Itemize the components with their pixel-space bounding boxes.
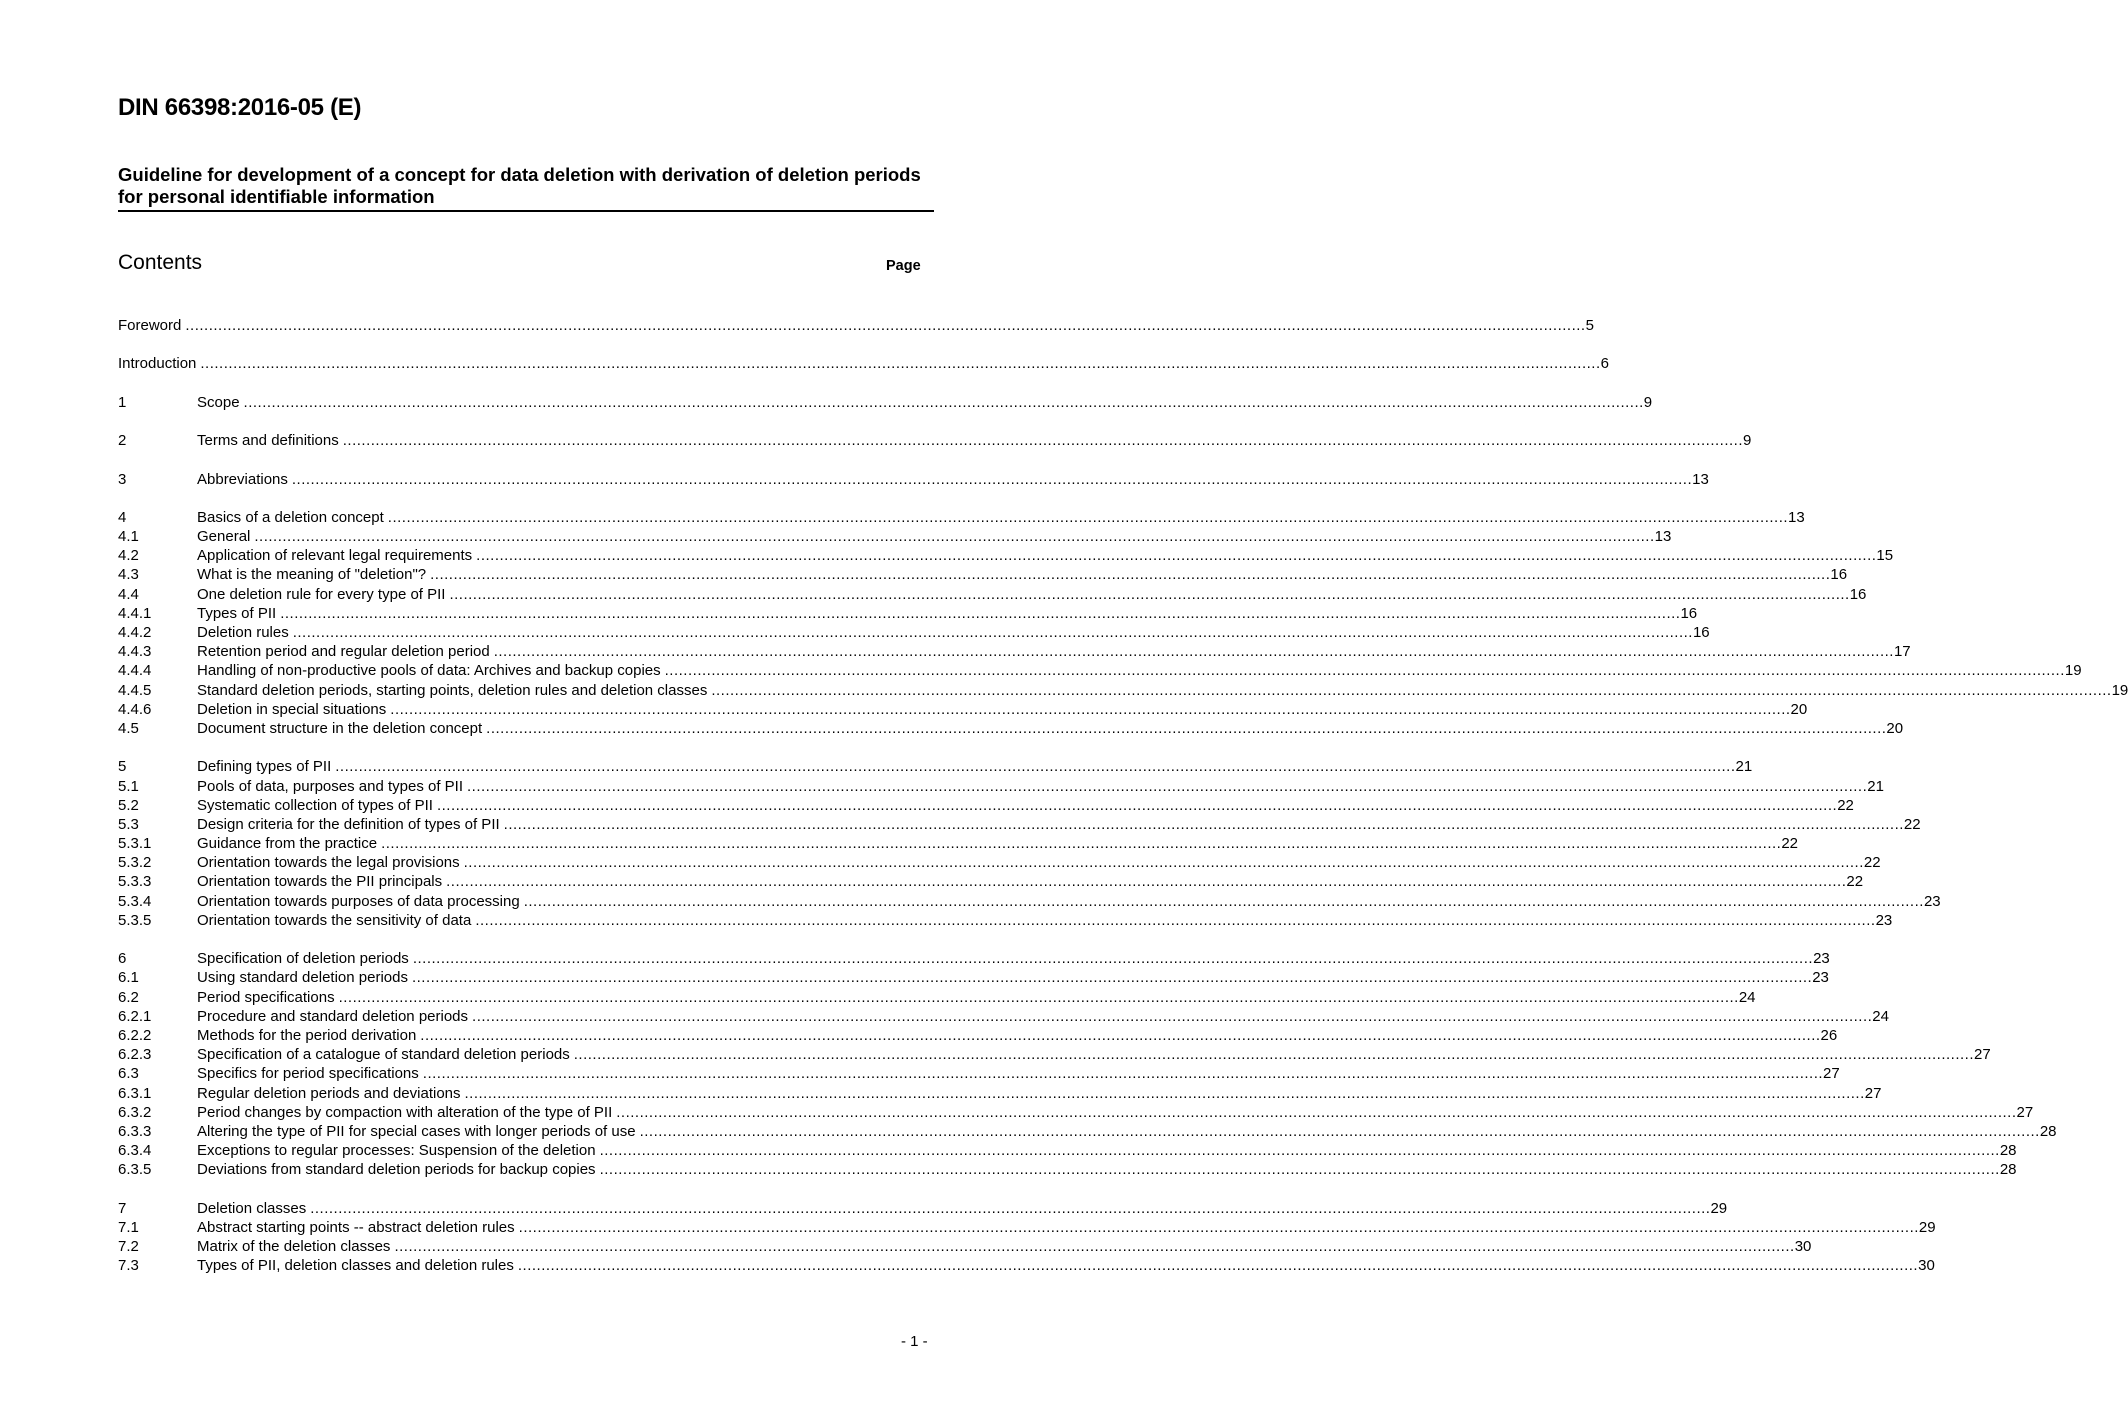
page-number: - 1 - bbox=[901, 1333, 928, 1350]
toc-entry-page: 23 bbox=[1923, 892, 1941, 910]
toc-entry-number: 4.1 bbox=[118, 528, 139, 546]
toc-entry-number: 5.3.3 bbox=[118, 873, 152, 891]
dot-leader: ............................................................................................................................................................................................................................................................................................................ bbox=[464, 1084, 1865, 1102]
dot-leader: ............................................................................................................................................................................................................................................................................................................ bbox=[390, 700, 1791, 718]
toc-entry-title: Exceptions to regular processes: Suspension of the deletion bbox=[197, 1142, 596, 1160]
toc-entry[interactable] bbox=[118, 585, 1867, 604]
toc-entry[interactable] bbox=[118, 393, 1653, 412]
dot-leader: ............................................................................................................................................................................................................................................................................................................ bbox=[639, 1122, 2040, 1140]
toc-entry-number: 6.3.1 bbox=[118, 1084, 152, 1102]
toc-entry-page: 29 bbox=[1710, 1199, 1728, 1217]
toc-entry-title: Deviations from standard deletion periods for backup copies bbox=[197, 1161, 596, 1179]
toc-entry[interactable] bbox=[118, 661, 2082, 680]
toc-entry-title: Defining types of PII bbox=[197, 758, 332, 776]
toc-entry-number: 6.2.1 bbox=[118, 1007, 152, 1025]
toc-entry[interactable] bbox=[118, 1122, 2057, 1141]
toc-entry-title: One deletion rule for every type of PII bbox=[197, 585, 446, 603]
toc-entry-title: Terms and definitions bbox=[197, 432, 339, 450]
toc-entry[interactable] bbox=[118, 565, 1848, 584]
toc-entry-title: Orientation towards the sensitivity of data bbox=[197, 911, 472, 929]
toc-entry-page: 5 bbox=[1585, 317, 1594, 334]
toc-entry[interactable] bbox=[118, 968, 1829, 987]
toc-entry-title: Types of PII, deletion classes and deletion rules bbox=[197, 1257, 514, 1275]
toc-entry-page: 13 bbox=[1654, 528, 1672, 546]
document-title: DIN 66398:2016-05 (E) bbox=[118, 94, 362, 121]
toc-entry-page: 30 bbox=[1918, 1257, 1935, 1275]
toc-entry-number: 4.4.3 bbox=[118, 643, 152, 661]
toc-entry-number: 1 bbox=[118, 393, 127, 411]
toc-entry-number: 4.4 bbox=[118, 585, 139, 603]
toc-entry-page: 23 bbox=[1875, 911, 1893, 929]
toc-entry-page: 9 bbox=[1643, 393, 1653, 411]
toc-group bbox=[118, 393, 1653, 412]
dot-leader: ............................................................................................................................................................................................................................................................................................................ bbox=[573, 1046, 1975, 1064]
toc-entry[interactable] bbox=[118, 1103, 2034, 1122]
toc-entry-number: 4.3 bbox=[118, 566, 139, 584]
toc-entry-title: Deletion classes bbox=[197, 1199, 307, 1217]
toc-entry-page: 23 bbox=[1812, 969, 1829, 987]
toc-entry-page: 27 bbox=[2016, 1103, 2034, 1121]
toc-entry-page: 22 bbox=[1846, 873, 1864, 891]
toc-entry-number: 4.4.4 bbox=[118, 662, 152, 680]
toc-group bbox=[118, 470, 1709, 489]
toc-entry-number: 6.2.3 bbox=[118, 1046, 152, 1064]
toc-entry-title: Period specifications bbox=[197, 988, 335, 1006]
toc-entry-page: 21 bbox=[1735, 758, 1753, 776]
toc-entry-title: Regular deletion periods and deviations bbox=[197, 1084, 461, 1102]
toc-entry[interactable] bbox=[118, 354, 1609, 373]
toc-entry[interactable] bbox=[118, 1256, 1935, 1275]
toc-entry-page: 16 bbox=[1849, 585, 1867, 603]
toc-entry-number: 7 bbox=[118, 1199, 127, 1217]
dot-leader: ............................................................................................................................................................................................................................................................................................................ bbox=[280, 604, 1681, 622]
toc-entry-page: 19 bbox=[2064, 662, 2082, 680]
toc-entry-title: Specification of a catalogue of standard deletion periods bbox=[197, 1046, 570, 1064]
toc-entry-title: Deletion in special situations bbox=[197, 700, 387, 718]
toc-entry-page: 27 bbox=[1864, 1084, 1882, 1102]
dot-leader: ............................................................................................................................................................................................................................................................................................................ bbox=[517, 1257, 1919, 1275]
toc-entry-page: 21 bbox=[1867, 777, 1884, 795]
toc-entry[interactable] bbox=[118, 1084, 1882, 1103]
toc-entry[interactable] bbox=[118, 1199, 1728, 1218]
toc-entry-title: Standard deletion periods, starting points, deletion rules and deletion classes bbox=[197, 681, 708, 699]
toc-entry-page: 27 bbox=[1974, 1046, 1991, 1064]
toc-entry-page: 13 bbox=[1692, 470, 1709, 488]
toc-entry-title: General bbox=[197, 528, 251, 546]
toc-entry-number: 5 bbox=[118, 758, 127, 776]
toc-entry-number: 5.2 bbox=[118, 796, 139, 814]
toc-group bbox=[118, 1199, 1936, 1276]
toc-entry-page: 22 bbox=[1781, 835, 1799, 853]
toc-entry-number: 2 bbox=[118, 432, 127, 450]
toc-entry-title: Scope bbox=[197, 393, 240, 411]
toc-entry-number: 3 bbox=[118, 470, 127, 488]
toc-entry-page: 16 bbox=[1680, 604, 1698, 622]
toc-entry-page: 20 bbox=[1790, 700, 1808, 718]
toc-entry-title: Pools of data, purposes and types of PII bbox=[197, 777, 464, 795]
toc-entry-page: 27 bbox=[1823, 1065, 1840, 1083]
toc-entry-page: 16 bbox=[1692, 624, 1710, 641]
toc-entry-title: Abstract starting points -- abstract deletion rules bbox=[197, 1218, 515, 1236]
dot-leader: ............................................................................................................................................................................................................................................................................................................ bbox=[486, 719, 1887, 737]
dot-leader: ............................................................................................................................................................................................................................................................................................................ bbox=[411, 969, 1813, 987]
toc-entry[interactable] bbox=[118, 949, 1830, 968]
toc-group bbox=[118, 316, 1594, 335]
toc-entry-title: Introduction bbox=[118, 355, 197, 373]
toc-group bbox=[118, 757, 1941, 930]
toc-entry-page: 13 bbox=[1788, 508, 1805, 526]
toc-entry-title: Matrix of the deletion classes bbox=[197, 1238, 391, 1255]
toc-entry[interactable] bbox=[118, 700, 1808, 719]
toc-entry-title: Guidance from the practice bbox=[197, 835, 378, 853]
dot-leader: ............................................................................................................................................................................................................................................................................................................ bbox=[518, 1218, 1919, 1236]
toc-entry[interactable] bbox=[118, 853, 1881, 872]
dot-leader: ............................................................................................................................................................................................................................................................................................................ bbox=[420, 1026, 1821, 1044]
dot-leader: ............................................................................................................................................................................................................................................................................................................ bbox=[664, 662, 2065, 680]
toc-group bbox=[118, 431, 1752, 450]
toc-entry-page: 15 bbox=[1876, 547, 1894, 565]
document-subtitle: Guideline for development of a concept for data deletion with derivation of deletion periods for personal identifiable information bbox=[118, 164, 934, 212]
dot-leader: ............................................................................................................................................................................................................................................................................................................ bbox=[310, 1199, 1711, 1217]
toc-entry-number: 5.3 bbox=[118, 815, 139, 833]
toc-entry[interactable] bbox=[118, 431, 1752, 450]
dot-leader: ............................................................................................................................................................................................................................................................................................................ bbox=[342, 432, 1743, 450]
dot-leader: ............................................................................................................................................................................................................................................................................................................ bbox=[467, 777, 1868, 795]
toc-entry-title: Specifics for period specifications bbox=[197, 1065, 419, 1083]
dot-leader: ............................................................................................................................................................................................................................................................................................................ bbox=[422, 1065, 1824, 1083]
toc-entry[interactable] bbox=[118, 1218, 1936, 1237]
toc-entry-number: 6.3.3 bbox=[118, 1122, 152, 1140]
toc-entry[interactable] bbox=[118, 527, 1672, 546]
toc-entry-page: 28 bbox=[1999, 1161, 2017, 1179]
toc-entry-page: 6 bbox=[1600, 355, 1609, 373]
dot-leader: ............................................................................................................................................................................................................................................................................................................ bbox=[436, 796, 1838, 814]
toc-entry-title: Methods for the period derivation bbox=[197, 1026, 417, 1044]
toc-entry-title: Using standard deletion periods bbox=[197, 969, 408, 987]
dot-leader: ............................................................................................................................................................................................................................................................................................................ bbox=[430, 566, 1831, 584]
toc-entry-number: 6.3 bbox=[118, 1065, 139, 1083]
dot-leader: ............................................................................................................................................................................................................................................................................................................ bbox=[616, 1103, 2017, 1121]
toc-entry[interactable] bbox=[118, 1141, 2017, 1160]
toc-entry[interactable] bbox=[118, 623, 1710, 642]
dot-leader: ............................................................................................................................................................................................................................................................................................................ bbox=[291, 470, 1693, 488]
dot-leader: ............................................................................................................................................................................................................................................................................................................ bbox=[523, 892, 1924, 910]
toc-entry[interactable] bbox=[118, 777, 1884, 796]
toc-entry-number: 4 bbox=[118, 508, 127, 526]
toc-entry-number: 4.4.1 bbox=[118, 604, 152, 622]
toc-entry-title: Foreword bbox=[118, 317, 182, 334]
dot-leader: ............................................................................................................................................................................................................................................................................................................ bbox=[475, 911, 1876, 929]
contents-heading: Contents bbox=[118, 251, 203, 274]
toc-entry-page: 23 bbox=[1813, 950, 1830, 968]
page-column-heading: Page bbox=[886, 258, 921, 274]
toc-entry-title: Document structure in the deletion concept bbox=[197, 719, 483, 737]
dot-leader: ............................................................................................................................................................................................................................................................................................................ bbox=[394, 1238, 1795, 1255]
toc-entry-title: Systematic collection of types of PII bbox=[197, 796, 433, 814]
toc-entry-number: 6.2.2 bbox=[118, 1026, 152, 1044]
dot-leader: ............................................................................................................................................................................................................................................................................................................ bbox=[412, 950, 1814, 968]
toc-entry-number: 6.3.4 bbox=[118, 1142, 152, 1160]
toc-entry-number: 6.2 bbox=[118, 988, 139, 1006]
toc-entry[interactable] bbox=[118, 1160, 2017, 1179]
toc-entry[interactable] bbox=[118, 1064, 1840, 1083]
dot-leader: ............................................................................................................................................................................................................................................................................................................ bbox=[387, 508, 1789, 526]
toc-entry[interactable] bbox=[118, 1237, 1812, 1256]
toc-entry-page: 16 bbox=[1830, 566, 1848, 584]
toc-entry-title: Orientation towards the PII principals bbox=[197, 873, 443, 891]
toc-entry-title: Orientation towards the legal provisions bbox=[197, 854, 460, 872]
toc-entry-title: Orientation towards purposes of data processing bbox=[197, 892, 520, 910]
toc-entry-title: Types of PII bbox=[197, 604, 277, 622]
toc-entry-page: 24 bbox=[1738, 988, 1756, 1006]
toc-entry-page: 29 bbox=[1918, 1218, 1936, 1236]
toc-entry-number: 4.4.5 bbox=[118, 681, 152, 699]
toc-entry-number: 4.2 bbox=[118, 547, 139, 565]
toc-entry[interactable] bbox=[118, 1045, 1991, 1064]
dot-leader: ............................................................................................................................................................................................................................................................................................................ bbox=[254, 528, 1655, 546]
toc-entry-title: Period changes by compaction with alteration of the type of PII bbox=[197, 1103, 613, 1121]
toc-entry[interactable] bbox=[118, 911, 1893, 930]
dot-leader: ............................................................................................................................................................................................................................................................................................................ bbox=[599, 1142, 2000, 1160]
toc-entry[interactable] bbox=[118, 757, 1753, 776]
dot-leader: ............................................................................................................................................................................................................................................................................................................ bbox=[493, 643, 1894, 661]
dot-leader: ............................................................................................................................................................................................................................................................................................................ bbox=[472, 1007, 1873, 1025]
toc-entry[interactable] bbox=[118, 546, 1894, 565]
toc-entry-number: 4.4.2 bbox=[118, 624, 152, 641]
toc-entry-number: 7.2 bbox=[118, 1238, 139, 1255]
toc-entry[interactable] bbox=[118, 834, 1799, 853]
toc-entry-number: 4.5 bbox=[118, 719, 139, 737]
toc-entry[interactable] bbox=[118, 1007, 1889, 1026]
toc-entry-title: Procedure and standard deletion periods bbox=[197, 1007, 469, 1025]
toc-entry[interactable] bbox=[118, 719, 1904, 738]
toc-entry-title: Handling of non-productive pools of data: Archives and backup copies bbox=[197, 662, 661, 680]
toc-entry-page: 9 bbox=[1743, 432, 1752, 450]
dot-leader: ............................................................................................................................................................................................................................................................................................................ bbox=[292, 624, 1693, 641]
toc-entry[interactable] bbox=[118, 316, 1594, 335]
dot-leader: ............................................................................................................................................................................................................................................................................................................ bbox=[503, 815, 1904, 833]
toc-entry[interactable] bbox=[118, 508, 1805, 527]
toc-entry-page: 20 bbox=[1886, 719, 1904, 737]
toc-entry[interactable] bbox=[118, 796, 1854, 815]
toc-entry[interactable] bbox=[118, 604, 1698, 623]
toc-group bbox=[118, 354, 1609, 373]
toc-entry-number: 6 bbox=[118, 950, 127, 968]
dot-leader: ............................................................................................................................................................................................................................................................................................................ bbox=[200, 355, 1601, 373]
toc-entry-page: 28 bbox=[2039, 1122, 2057, 1140]
toc-entry[interactable] bbox=[118, 470, 1709, 489]
toc-entry-number: 6.3.2 bbox=[118, 1103, 152, 1121]
toc-entry-number: 5.1 bbox=[118, 777, 139, 795]
toc-entry-page: 26 bbox=[1820, 1026, 1838, 1044]
toc-entry[interactable] bbox=[118, 1026, 1838, 1045]
toc-entry-number: 4.4.6 bbox=[118, 700, 152, 718]
toc-group bbox=[118, 949, 2057, 1179]
toc-group bbox=[118, 508, 2128, 738]
dot-leader: ............................................................................................................................................................................................................................................................................................................ bbox=[243, 393, 1644, 411]
toc-entry-title: Retention period and regular deletion period bbox=[197, 643, 490, 661]
dot-leader: ............................................................................................................................................................................................................................................................................................................ bbox=[185, 317, 1586, 334]
dot-leader: ............................................................................................................................................................................................................................................................................................................ bbox=[599, 1161, 2000, 1179]
dot-leader: ............................................................................................................................................................................................................................................................................................................ bbox=[711, 681, 2112, 699]
toc-entry[interactable] bbox=[118, 892, 1941, 911]
toc-entry-title: Application of relevant legal requirements bbox=[197, 547, 473, 565]
toc-entry-title: Deletion rules bbox=[197, 624, 289, 641]
dot-leader: ............................................................................................................................................................................................................................................................................................................ bbox=[449, 585, 1850, 603]
toc-entry-title: Basics of a deletion concept bbox=[197, 508, 384, 526]
toc-entry-number: 6.1 bbox=[118, 969, 139, 987]
dot-leader: ............................................................................................................................................................................................................................................................................................................ bbox=[476, 547, 1877, 565]
toc-entry[interactable] bbox=[118, 872, 1864, 891]
table-of-contents bbox=[118, 316, 2128, 1295]
toc-entry-title: Design criteria for the definition of types of PII bbox=[197, 815, 500, 833]
toc-entry-title: Altering the type of PII for special cases with longer periods of use bbox=[197, 1122, 636, 1140]
toc-entry-page: 22 bbox=[1863, 854, 1881, 872]
toc-entry[interactable] bbox=[118, 988, 1756, 1007]
toc-entry-number: 6.3.5 bbox=[118, 1161, 152, 1179]
dot-leader: ............................................................................................................................................................................................................................................................................................................ bbox=[335, 758, 1736, 776]
toc-entry-page: 22 bbox=[1837, 796, 1854, 814]
toc-entry-page: 30 bbox=[1794, 1238, 1812, 1255]
toc-entry[interactable] bbox=[118, 681, 2128, 700]
toc-entry-title: What is the meaning of "deletion"? bbox=[197, 566, 427, 584]
toc-entry-page: 24 bbox=[1872, 1007, 1889, 1025]
dot-leader: ............................................................................................................................................................................................................................................................................................................ bbox=[338, 988, 1739, 1006]
dot-leader: ............................................................................................................................................................................................................................................................................................................ bbox=[381, 835, 1782, 853]
dot-leader: ............................................................................................................................................................................................................................................................................................................ bbox=[463, 854, 1864, 872]
toc-entry-page: 17 bbox=[1893, 643, 1911, 661]
toc-entry-page: 19 bbox=[2111, 681, 2128, 699]
toc-entry[interactable] bbox=[118, 815, 1921, 834]
toc-entry-title: Specification of deletion periods bbox=[197, 950, 409, 968]
toc-entry-page: 22 bbox=[1903, 815, 1921, 833]
toc-entry-number: 7.3 bbox=[118, 1257, 139, 1275]
toc-entry-number: 5.3.2 bbox=[118, 854, 152, 872]
toc-entry-title: Abbreviations bbox=[197, 470, 288, 488]
dot-leader: ............................................................................................................................................................................................................................................................................................................ bbox=[446, 873, 1847, 891]
toc-entry-number: 5.3.5 bbox=[118, 911, 152, 929]
toc-entry-number: 5.3.4 bbox=[118, 892, 152, 910]
toc-entry[interactable] bbox=[118, 642, 1911, 661]
toc-entry-number: 5.3.1 bbox=[118, 835, 152, 853]
toc-entry-number: 7.1 bbox=[118, 1218, 139, 1236]
toc-entry-page: 28 bbox=[1999, 1142, 2017, 1160]
